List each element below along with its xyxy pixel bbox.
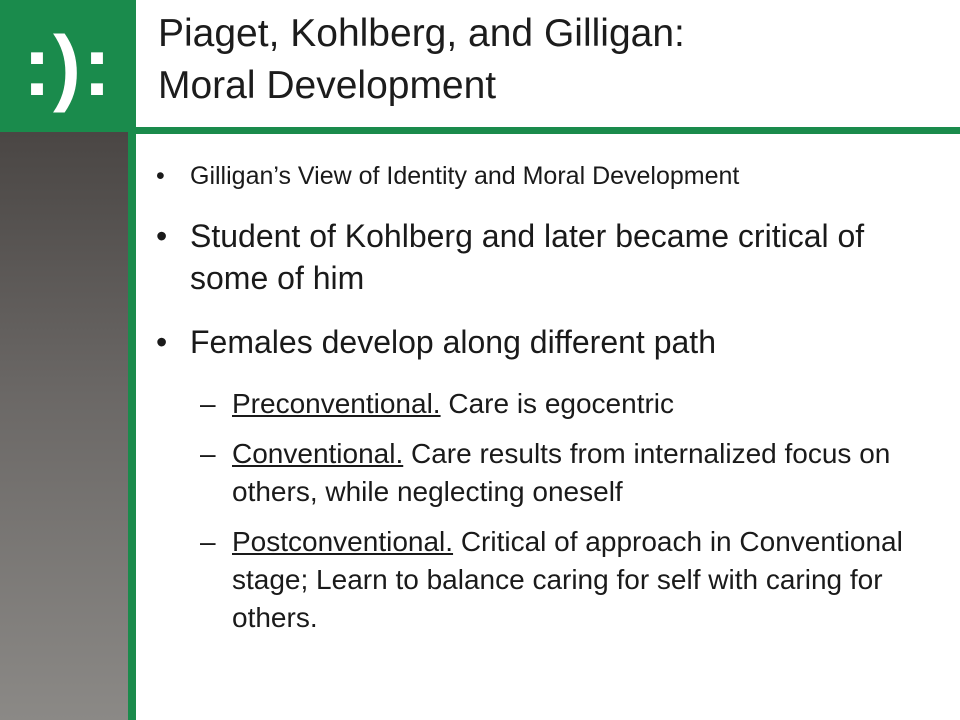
bullet-gilligan-view (156, 160, 946, 193)
dash-marker: – (200, 388, 216, 419)
slide-title (158, 8, 948, 112)
logo-text: :): (23, 18, 113, 113)
stage-text: Care results from internalized focus on others, while neglecting oneself (232, 438, 891, 507)
slide-body (156, 160, 946, 649)
bullet-marker: • (156, 218, 168, 254)
sidebar-green-edge (128, 132, 136, 720)
stage-text: Care is egocentric (440, 388, 675, 419)
bullet-text: Student of Kohlberg and later became critical of some of him (190, 218, 865, 296)
bullet-text: Gilligan’s View of Identity and Moral Development (190, 162, 740, 190)
title-divider (136, 127, 960, 134)
sub-bullet-conventional (156, 435, 946, 511)
slide-title-line-2: Moral Development (158, 64, 497, 107)
bullet-females-develop (156, 321, 946, 363)
stage-label: Postconventional. (232, 526, 454, 557)
bullet-text: Females develop along different path (190, 324, 716, 360)
slide-title-line-1: Piaget, Kohlberg, and Gilligan: (158, 12, 685, 55)
bullet-marker: • (156, 324, 168, 360)
bullet-marker: • (156, 162, 165, 190)
stage-text: Critical of approach in Conventional stage; Learn to balance caring for self with caring for others. (232, 526, 903, 633)
sub-bullet-postconventional (156, 523, 946, 637)
dash-marker: – (200, 438, 216, 469)
stage-label: Preconventional. (232, 388, 441, 419)
logo-smiley (0, 0, 136, 132)
sub-bullet-preconventional (156, 385, 946, 423)
sidebar-gradient (0, 132, 128, 720)
stage-label: Conventional. (232, 438, 404, 469)
dash-marker: – (200, 526, 216, 557)
bullet-student-of-kohlberg (156, 215, 946, 299)
